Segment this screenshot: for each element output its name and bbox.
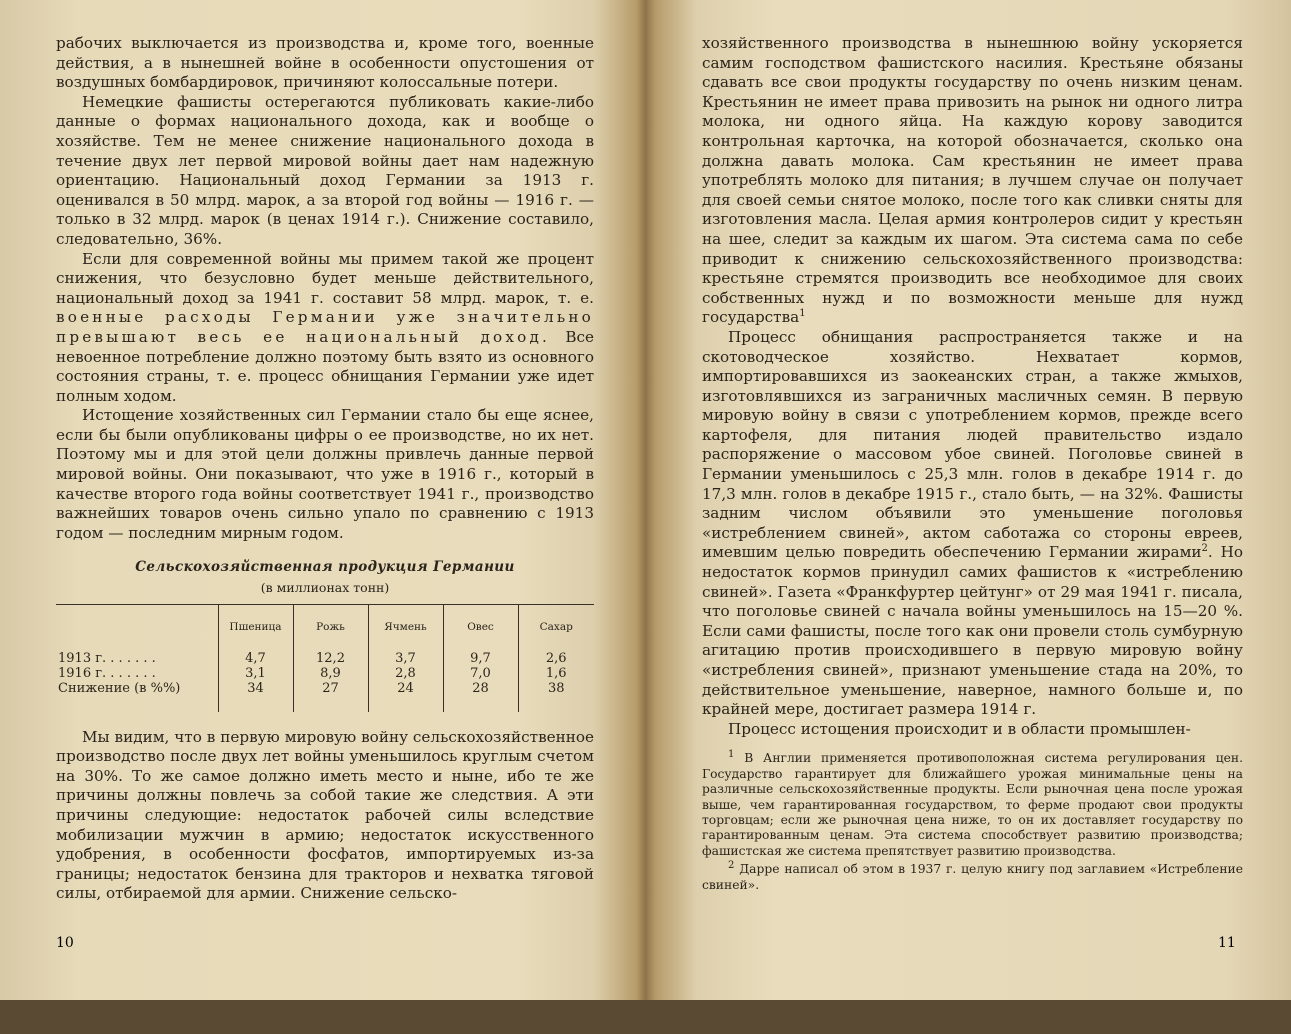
page-number-right: 11 bbox=[1218, 935, 1236, 951]
table-corner bbox=[56, 604, 218, 651]
footnote-1-text: В Англии применяется противоположная система регулирования цен. Государство гарантирует для ближайшего урожая минимальные цены на различные сельскохозяйственные продукты. Если рыночная цена после урожая выше, чем гарантированная государством, то ферме продают свои продукты торговцам; если же рыночная цена ниже, то он их доставляет государству по гарантированным ценам. Эта система способствует развитию производства; фашистская же система препятствует развитию производства. bbox=[702, 751, 1243, 858]
footnote-ref-1: 1 bbox=[799, 308, 806, 320]
table-cell: 2,8 bbox=[368, 666, 443, 681]
right-paragraph-1 bbox=[702, 34, 1243, 328]
footnote-1 bbox=[702, 751, 1243, 859]
table-cell: 3,1 bbox=[218, 666, 293, 681]
table-row bbox=[56, 651, 594, 666]
page-number-left: 10 bbox=[56, 935, 74, 951]
table-cell: 28 bbox=[443, 681, 518, 712]
column-header: Пшеница bbox=[218, 604, 293, 651]
table-cell: 3,7 bbox=[368, 651, 443, 666]
table-cell: 9,7 bbox=[443, 651, 518, 666]
table-cell: 8,9 bbox=[293, 666, 368, 681]
left-page bbox=[56, 34, 594, 1034]
left-paragraph-1: рабочих выключается из производства и, кроме того, военные действия, а в нынешней войне в особенности опустошения от воздушных бомбардировок, причиняют колоссальные потери. bbox=[56, 34, 594, 92]
table-cell: 1,6 bbox=[518, 666, 594, 681]
table-cell: 7,0 bbox=[443, 666, 518, 681]
column-header: Рожь bbox=[293, 604, 368, 651]
table-cell: 2,6 bbox=[518, 651, 594, 666]
left-paragraph-5: Мы видим, что в первую мировую войну сельскохозяйственное производство после двух лет войны уменьшилось круглым счетом на 30%. То же самое должно иметь место и ныне, ибо те же причины должны повлечь за собой такие же следствия. А эти причины следующие: недостаток рабочей силы вследствие мобилизации мужчин в армию; недостаток искусственного удобрения, в особенности фосфатов, импортируемых из-за границы; недостаток бензина для тракторов и нехватка тяговой силы, отбираемой для армии. Снижение сельско- bbox=[56, 727, 594, 903]
paragraph-1-text: хозяйственного производства в нынешнюю войну ускоряется самим господством фашистского насилия. Крестьяне обязаны сдавать все свои продукты государству по очень низким ценам. Крестьянин не имеет права привозить на рынок ни одного литра молока, ни одного яйца. На каждую корову заводится контрольная карточка, на которой обозначается, сколько она должна давать молока. Сам крестьянин не имеет права употреблять молоко для питания; в лучшем случае он получает для своей семьи снятое молоко, после того как сливки сняты для изготовления масла. Целая армия контролеров сидит у крестьян на шее, следит за каждым их шагом. Эта система сама по себе приводит к снижению сельскохозяйственного производства: крестьяне стремятся производить все необходимое для своих собственных нужд и по возможности меньше для нужд государства bbox=[702, 34, 1243, 327]
footnote-2-text: Дарре написал об этом в 1937 г. целую книгу под заглавием «Истребление свиней». bbox=[702, 862, 1243, 892]
footnote-ref-2: 2 bbox=[1201, 543, 1208, 555]
paragraph-3-start: Если для современной войны мы примем такой же процент снижения, что безусловно будет меньше действительного, национальный доход за 1941 г. составит 58 млрд. марок, т. е. bbox=[56, 249, 594, 307]
table-row bbox=[56, 681, 594, 712]
row-label: Снижение (в %%) bbox=[58, 680, 181, 696]
table-row bbox=[56, 666, 594, 681]
right-paragraph-2 bbox=[702, 328, 1243, 720]
column-header: Сахар bbox=[518, 604, 594, 651]
production-table bbox=[56, 604, 594, 712]
table-cell: 38 bbox=[518, 681, 594, 712]
table-cell: 24 bbox=[368, 681, 443, 712]
row-label: 1913 г. . . . . . . bbox=[58, 650, 156, 666]
right-page bbox=[702, 34, 1243, 1034]
column-header: Ячмень bbox=[368, 604, 443, 651]
footnote-mark-1: 1 bbox=[728, 749, 735, 761]
paragraph-2-end: . Но недостаток кормов принудил самих фашистов к «истреблению свиней». Газета «Франкфуртер цейтунг» от 29 мая 1941 г. писала, что поголовье свиней с начала войны уменьшилось на 15—20 %. Если сами фашисты, после того как они провели столь сумбурную агитацию против происходившего в первую мировую войну «истребления свиней», признают уменьшение стада на 20%, то действительное уменьшение, наверное, намного больше и, по крайней мере, достигает размера 1914 г. bbox=[702, 543, 1243, 719]
table-title: Сельскохозяйственная продукция Германии bbox=[135, 559, 515, 576]
paragraph-3-end: Все невоенное потребление должно поэтому быть взято из основного состояния страны, т. е. процесс обнищания Германии уже идет полным ходом. bbox=[56, 327, 595, 405]
footnote-mark-2: 2 bbox=[728, 860, 735, 872]
table-cell: 12,2 bbox=[293, 651, 368, 666]
left-paragraph-3 bbox=[56, 250, 594, 407]
footnotes bbox=[702, 751, 1243, 893]
left-paragraph-4: Истощение хозяйственных сил Германии стало бы еще яснее, если бы были опубликованы цифры о ее производстве, но их нет. Поэтому мы и для этой цели должны привлечь данные первой мировой войны. Они показывают, что уже в 1916 г., который в качестве второго года войны соответствует 1941 г., производство важнейших товаров очень сильно упало по сравнению с 1913 годом — последним мирным годом. bbox=[56, 406, 594, 542]
table-header-row bbox=[56, 604, 594, 651]
left-paragraph-2: Немецкие фашисты остерегаются публиковать какие-либо данные о формах национального дохода, как и вообще о хозяйстве. Тем не менее снижение национального дохода в течение двух лет первой мировой войны дает нам надежную ориентацию. Национальный доход Германии за 1913 г. оценивался в 50 млрд. марок, а за второй год войны — 1916 г. — только в 32 млрд. марок (в ценах 1914 г.). Снижение составило, следовательно, 36%. bbox=[56, 92, 594, 248]
table-subtitle: (в миллионах тонн) bbox=[260, 580, 390, 596]
right-paragraph-3: Процесс истощения происходит и в области промышлен- bbox=[728, 719, 1191, 738]
spaced-emphasis: военные расходы Германии уже значительно превышают весь ее национальный доход. bbox=[56, 308, 594, 346]
table-cell: 34 bbox=[218, 681, 293, 712]
row-label: 1916 г. . . . . . . bbox=[58, 665, 156, 681]
paragraph-2-start: Процесс обнищания распространяется также и на скотоводческое хозяйство. Нехватает кормов, импортировавшихся из заокеанских стран, а также жмыхов, изготовлявшихся из заграничных масличных семян. В первую мировую войну в связи с употреблением кормов, прежде всего картофеля, для питания людей правительство издало распоряжение о массовом убое свиней. Поголовье свиней в Германии уменьшилось с 25,3 млн. голов в декабре 1914 г. до 17,3 млн. голов в декабре 1915 г., стало быть, — на 32%. Фашисты задним числом объявили это уменьшение поголовья «истреблением свиней», актом саботажа со стороны евреев, имевшим целью повредить обеспечению Германии жирами bbox=[702, 327, 1243, 562]
table-cell: 4,7 bbox=[218, 651, 293, 666]
table-cell: 27 bbox=[293, 681, 368, 712]
footnote-2 bbox=[702, 862, 1243, 893]
column-header: Овес bbox=[443, 604, 518, 651]
